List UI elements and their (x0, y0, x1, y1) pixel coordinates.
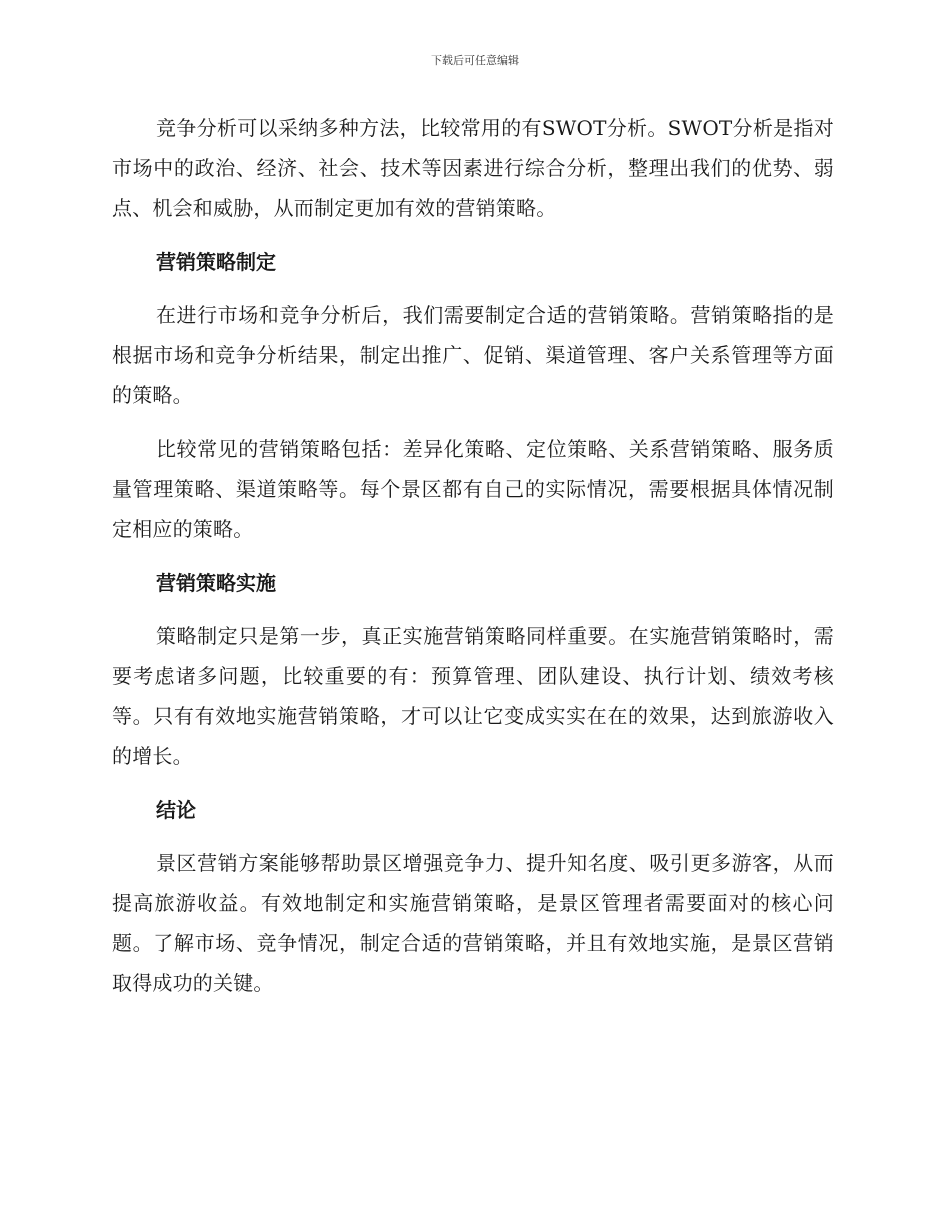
document-body (112, 108, 834, 1003)
spacer (112, 415, 834, 429)
spacer (112, 228, 834, 242)
heading-strategy-implementation: 营销策略实施 (156, 571, 276, 595)
spacer (112, 603, 834, 616)
spacer (112, 549, 834, 563)
spacer (112, 830, 834, 843)
heading-conclusion: 结论 (156, 798, 196, 822)
spacer (112, 282, 834, 295)
paragraph-common-strategies: 比较常见的营销策略包括：差异化策略、定位策略、关系营销策略、服务质量管理策略、渠道策略等。每个景区都有自己的实际情况，需要根据具体情况制定相应的策略。 (112, 437, 834, 541)
paragraph-strategy-definition: 在进行市场和竞争分析后，我们需要制定合适的营销策略。营销策略指的是根据市场和竞争分析结果，制定出推广、促销、渠道管理、客户关系管理等方面的策略。 (112, 303, 834, 407)
spacer (112, 776, 834, 790)
page-header: 下载后可任意编辑 (431, 54, 519, 67)
paragraph-implementation: 策略制定只是第一步，真正实施营销策略同样重要。在实施营销策略时，需要考虑诸多问题，比较重要的有：预算管理、团队建设、执行计划、绩效考核等。只有有效地实施营销策略，才可以让它变成实实在在的效果，达到旅游收入的增长。 (112, 624, 834, 768)
paragraph-swot-analysis: 竞争分析可以采纳多种方法，比较常用的有SWOT分析。SWOT分析是指对市场中的政治、经济、社会、技术等因素进行综合分析，整理出我们的优势、弱点、机会和威胁，从而制定更加有效的营销策略。 (112, 116, 834, 220)
paragraph-conclusion: 景区营销方案能够帮助景区增强竞争力、提升知名度、吸引更多游客，从而提高旅游收益。有效地制定和实施营销策略，是景区管理者需要面对的核心问题。了解市场、竞争情况，制定合适的营销策略，并且有效地实施，是景区营销取得成功的关键。 (112, 851, 834, 995)
heading-strategy-formulation: 营销策略制定 (156, 250, 276, 274)
